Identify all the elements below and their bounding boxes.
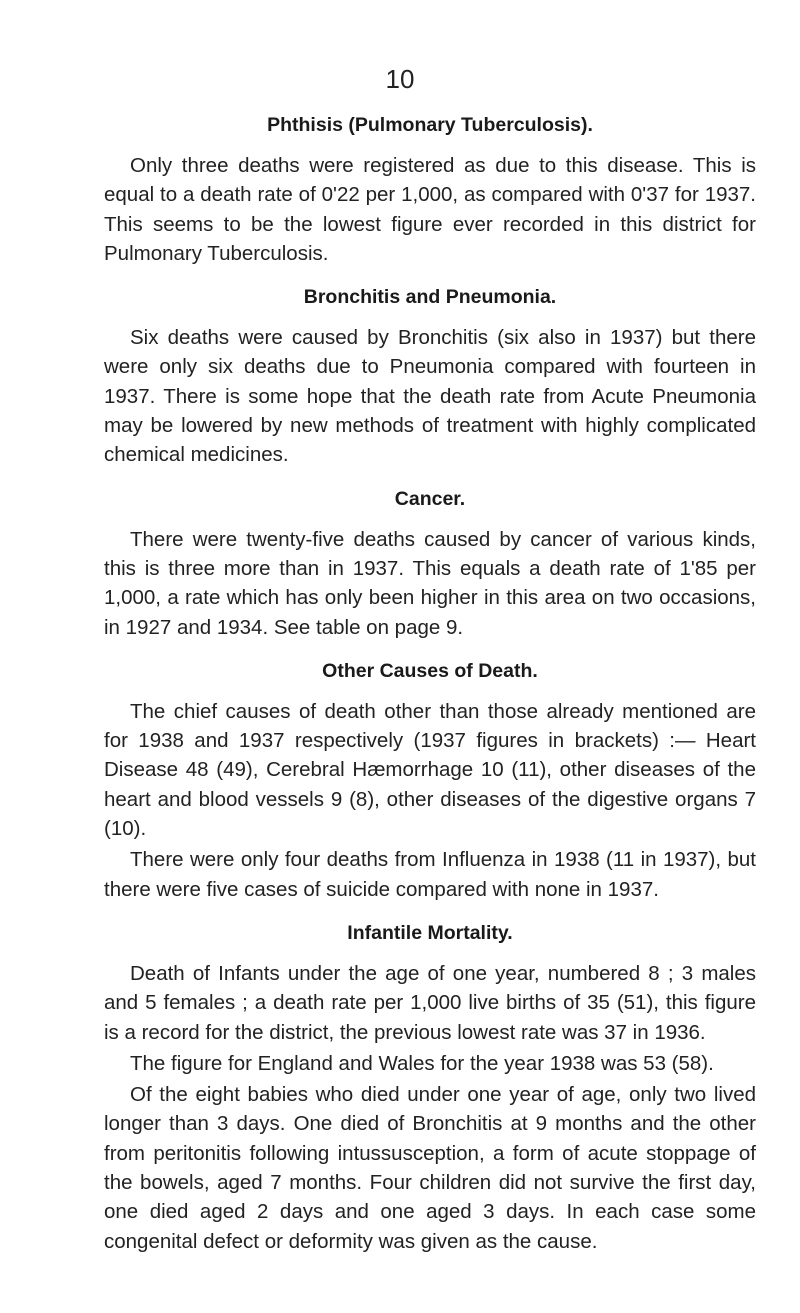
document-body bbox=[104, 112, 756, 1256]
section-infantile-mortality bbox=[104, 920, 756, 1256]
section-cancer bbox=[104, 486, 756, 642]
paragraph: There were twenty-five deaths caused by cancer of various kinds, this is three more than in 1937. This equals a death rate of 1'85 per 1,000, a rate which has only been higher in this area on two occasions, in 1927 and 1934. See table on page 9. bbox=[104, 527, 756, 639]
paragraph: Death of Infants under the age of one year, numbered 8 ; 3 males and 5 females ; a death rate per 1,000 live births of 35 (51), this figure is a record for the district, the previous lowest rate was 37 in 1936. bbox=[104, 961, 756, 1044]
section-heading: Other Causes of Death. bbox=[322, 659, 538, 682]
section-other-causes bbox=[104, 658, 756, 904]
section-heading: Infantile Mortality. bbox=[347, 921, 513, 944]
section-heading: Bronchitis and Pneumonia. bbox=[303, 286, 557, 309]
section-heading: Phthisis (Pulmonary Tuberculosis). bbox=[267, 114, 593, 136]
paragraph: Of the eight babies who died under one year of age, only two lived longer than 3 days. One died of Bronchitis at 9 months and the other from peritonitis following intussusception, a form of acute stoppage of the bowels, aged 7 months. Four children did not survive the first day, one died aged 2 days and one aged 3 days. In each case some congenital defect or deformity was given as the cause. bbox=[104, 1083, 756, 1253]
section-phthisis bbox=[104, 112, 756, 268]
page-number: 10 bbox=[385, 64, 415, 94]
paragraph: There were only four deaths from Influenza in 1938 (11 in 1937), but there were five cases of suicide compared with none in 1937. bbox=[104, 848, 756, 901]
paragraph: Six deaths were caused by Bronchitis (six also in 1937) but there were only six deaths due to Pneumonia compared with fourteen in 1937. There is some hope that the death rate from Acute Pneumonia may be lowered by new methods of treatment with highly complicated chemical medicines. bbox=[104, 326, 756, 467]
section-bronchitis-pneumonia bbox=[104, 284, 756, 469]
paragraph: Only three deaths were registered as due to this disease. This is equal to a death rate of 0'22 per 1,000, as compared with 0'37 for 1937. This seems to be the lowest figure ever recorded in this district for Pulmonary Tuberculosis. bbox=[104, 154, 756, 265]
paragraph: The figure for England and Wales for the year 1938 was 53 (58). bbox=[130, 1051, 714, 1075]
paragraph: The chief causes of death other than those already mentioned are for 1938 and 1937 respectively (1937 figures in brackets) :— Heart Disease 48 (49), Cerebral Hæmorrhage 10 (11), other diseases of the heart and blood vessels 9 (8), other diseases of the digestive organs 7 (10). bbox=[104, 699, 756, 841]
section-heading: Cancer. bbox=[394, 487, 466, 510]
